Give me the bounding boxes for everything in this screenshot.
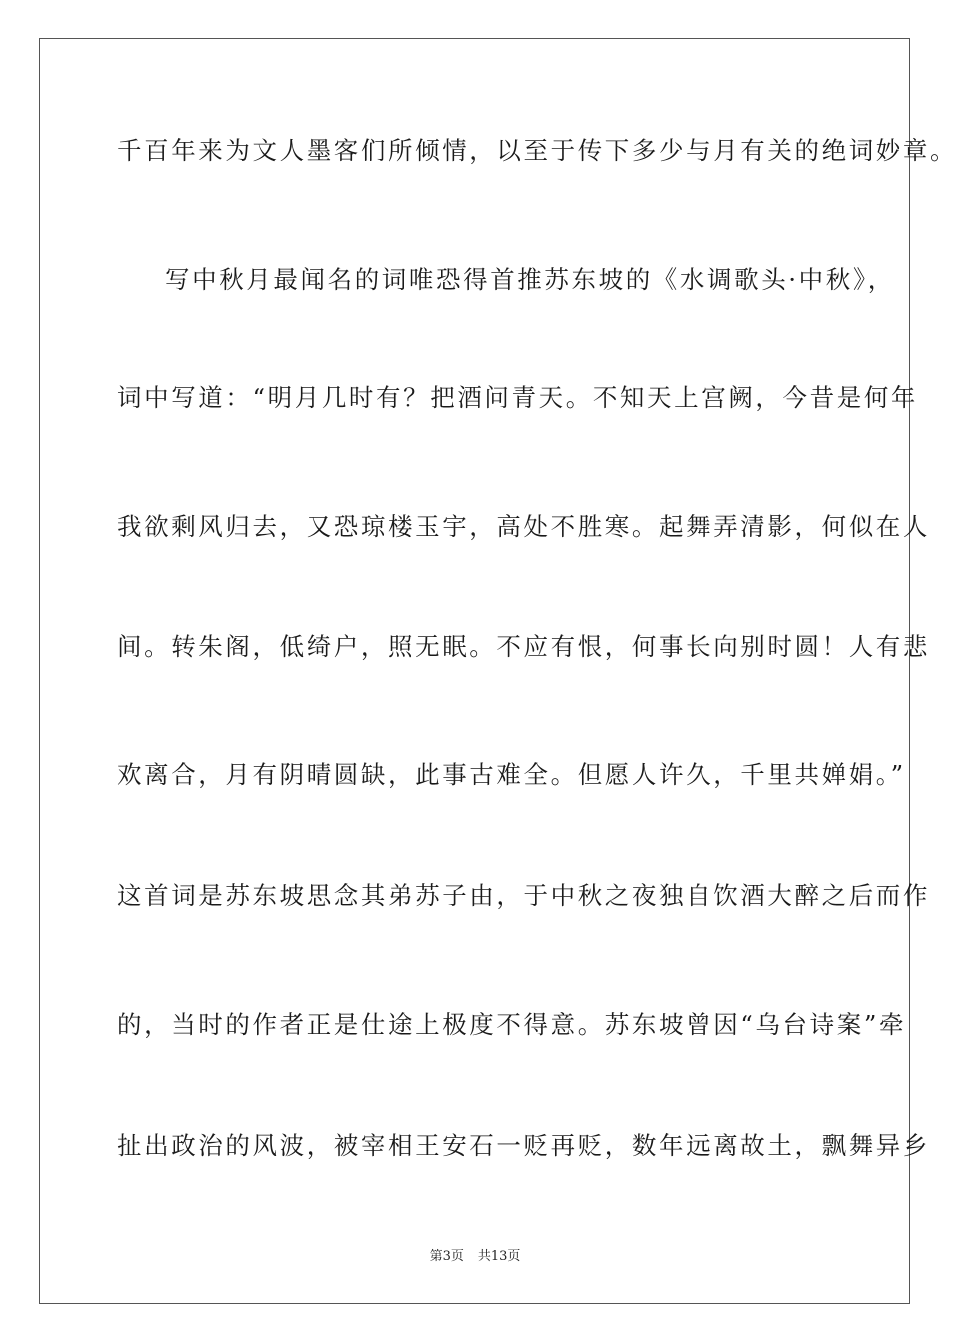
paragraph-line-3: 词中写道：“明月几时有？把酒问青天。不知天上宫阙，今昔是何年	[117, 383, 919, 412]
paragraph-line-5: 间。转朱阁，低绮户，照无眠。不应有恨，何事长向别时圆！人有悲	[117, 632, 930, 661]
page-total: 共13页	[477, 1249, 521, 1264]
paragraph-line-1: 千百年来为文人墨客们所倾情，以至于传下多少与月有关的绝词妙章。	[117, 136, 957, 165]
paragraph-line-7: 这首词是苏东坡思念其弟苏子由，于中秋之夜独自饮酒大醉之后而作	[117, 881, 930, 910]
paragraph-line-2: 写中秋月最闻名的词唯恐得首推苏东坡的《水调歌头·中秋》，	[165, 265, 895, 294]
paragraph-line-8: 的，当时的作者正是仕途上极度不得意。苏东坡曾因“乌台诗案”牵	[117, 1010, 907, 1039]
paragraph-line-4: 我欲剩风归去，又恐琼楼玉宇，高处不胜寒。起舞弄清影，何似在人	[117, 512, 930, 541]
page-number: 第3页	[429, 1249, 464, 1264]
page-border	[39, 38, 957, 1304]
page-footer	[0, 1248, 950, 1266]
paragraph-line-9: 扯出政治的风波，被宰相王安石一贬再贬，数年远离故土，飘舞异乡	[117, 1131, 930, 1160]
paragraph-line-6: 欢离合，月有阴晴圆缺，此事古难全。但愿人许久，千里共婵娟。”	[117, 760, 906, 789]
